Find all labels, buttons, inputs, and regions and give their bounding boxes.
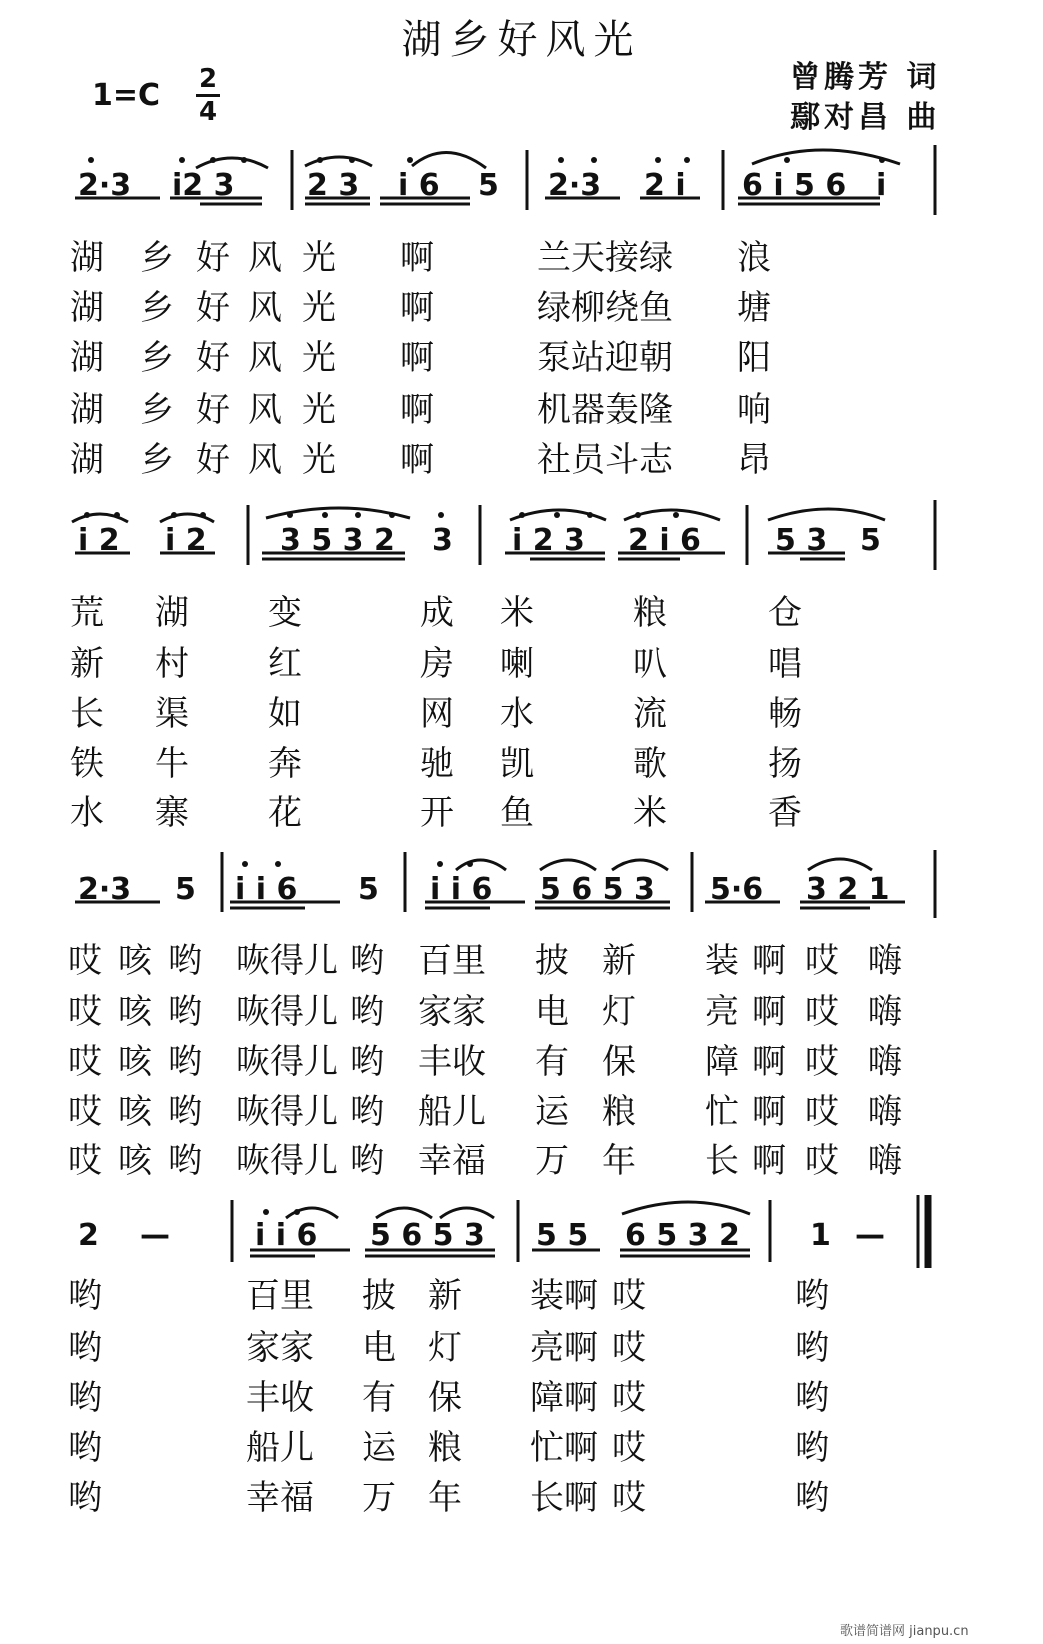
lyric-syllable: 有: [362, 1378, 396, 1418]
lyric-syllable: 驰: [420, 744, 454, 784]
note-group: 5: [478, 168, 499, 203]
note-group: i 2: [78, 523, 120, 558]
lyric-syllable: 亮: [705, 992, 739, 1032]
lyric-syllable: 湖: [70, 288, 104, 328]
lyric-syllable: 哎: [805, 992, 839, 1032]
note-group: 2 i 6: [628, 523, 701, 558]
lyric-syllable: 湖: [155, 593, 189, 633]
note-group: 2 i: [644, 168, 686, 203]
lyric-syllable: 装啊: [530, 1276, 598, 1316]
note-group: i 2: [165, 523, 207, 558]
lyric-syllable: 哎: [612, 1328, 646, 1368]
lyric-syllable: 开: [420, 793, 454, 833]
lyric-syllable: 哟: [350, 992, 384, 1032]
lyric-syllable: 运: [535, 1092, 569, 1132]
lyric-syllable: 忙: [705, 1092, 739, 1132]
lyric-syllable: 咳: [118, 1092, 152, 1132]
lyric-syllable: 船儿: [418, 1092, 486, 1132]
lyric-syllable: 哟: [350, 941, 384, 981]
lyric-syllable: 光: [302, 390, 336, 430]
note-group: 1: [810, 1218, 831, 1253]
lyric-syllable: 成: [420, 593, 454, 633]
lyric-syllable: 哟: [68, 1276, 102, 1316]
lyric-syllable: 啊: [752, 1092, 786, 1132]
lyric-syllable: 长啊: [530, 1478, 598, 1518]
lyric-syllable: 如: [268, 694, 302, 734]
lyric-syllable: 咳: [118, 1042, 152, 1082]
lyric-syllable: 年: [428, 1478, 462, 1518]
lyric-syllable: 新: [428, 1276, 462, 1316]
lyric-syllable: 阳: [737, 338, 771, 378]
lyric-syllable: 昂: [737, 440, 771, 480]
lyric-syllable: 哎: [612, 1276, 646, 1316]
lyric-syllable: 光: [302, 338, 336, 378]
lyric-syllable: 机器轰隆: [537, 390, 673, 430]
lyric-syllable: 咴得儿: [236, 992, 338, 1032]
lyric-syllable: 风: [248, 390, 282, 430]
lyric-syllable: 牛: [155, 744, 189, 784]
lyric-syllable: 湖: [70, 338, 104, 378]
lyric-syllable: 障啊: [530, 1378, 598, 1418]
note-group: i i 6: [255, 1218, 318, 1253]
lyric-syllable: 流: [633, 694, 667, 734]
lyric-syllable: 喇: [500, 644, 534, 684]
lyric-syllable: 哟: [795, 1378, 829, 1418]
lyric-syllable: 灯: [602, 992, 636, 1032]
note-group: 3: [432, 523, 453, 558]
lyric-syllable: 披: [535, 941, 569, 981]
lyric-syllable: 哟: [168, 1141, 202, 1181]
note-group: i i 6: [235, 872, 298, 907]
lyric-syllable: 嗨: [868, 1042, 902, 1082]
lyric-syllable: 哎: [68, 992, 102, 1032]
note-group: 5: [358, 872, 379, 907]
note-group: 5 5: [536, 1218, 589, 1253]
lyric-syllable: 浪: [737, 238, 771, 278]
lyric-syllable: 啊: [400, 288, 434, 328]
lyric-syllable: 年: [602, 1141, 636, 1181]
lyric-syllable: 嗨: [868, 1092, 902, 1132]
lyric-syllable: 寨: [155, 793, 189, 833]
lyric-syllable: 绿柳绕鱼: [537, 288, 673, 328]
lyric-syllable: 啊: [400, 338, 434, 378]
lyric-syllable: 铁: [70, 744, 104, 784]
page-title: 湖乡好风光: [401, 17, 642, 63]
lyric-syllable: 哎: [612, 1428, 646, 1468]
lyric-syllable: 香: [768, 793, 802, 833]
lyric-syllable: 哎: [612, 1478, 646, 1518]
lyric-syllable: 幸福: [246, 1478, 314, 1518]
composer-credit: 鄢对昌 曲: [790, 100, 941, 135]
lyric-syllable: 嗨: [868, 941, 902, 981]
note-group: 5 3: [775, 523, 828, 558]
note-group: 5: [175, 872, 196, 907]
lyric-syllable: 水: [500, 694, 534, 734]
lyric-syllable: 米: [500, 593, 534, 633]
lyric-syllable: 家家: [418, 992, 486, 1032]
lyric-syllable: 啊: [752, 1141, 786, 1181]
note-group: 2: [78, 1218, 99, 1253]
lyric-syllable: 披: [362, 1276, 396, 1316]
lyric-syllable: 水: [70, 793, 104, 833]
lyric-syllable: 船儿: [246, 1428, 314, 1468]
lyric-syllable: 长: [705, 1141, 739, 1181]
lyric-syllable: 哟: [795, 1428, 829, 1468]
lyric-syllable: 塘: [737, 288, 771, 328]
lyric-syllable: 村: [155, 644, 189, 684]
lyric-syllable: 哎: [805, 941, 839, 981]
lyric-syllable: 咴得儿: [236, 1042, 338, 1082]
lyric-syllable: 粮: [602, 1092, 636, 1132]
note-group: 5 6 5 3: [370, 1218, 485, 1253]
lyric-syllable: 粮: [428, 1428, 462, 1468]
lyric-syllable: 咳: [118, 992, 152, 1032]
note-group: —: [140, 1218, 170, 1253]
lyric-syllable: 房: [420, 644, 454, 684]
lyric-syllable: 哟: [68, 1328, 102, 1368]
lyric-syllable: 泵站迎朝: [537, 338, 673, 378]
lyric-syllable: 哟: [168, 992, 202, 1032]
lyric-syllable: 亮啊: [530, 1328, 598, 1368]
watermark: 歌谱简谱网 jianpu.cn: [840, 1624, 969, 1639]
lyric-syllable: 鱼: [500, 793, 534, 833]
lyric-syllable: 乡: [140, 440, 174, 480]
lyric-syllable: 哟: [795, 1478, 829, 1518]
lyric-syllable: 啊: [400, 238, 434, 278]
lyric-syllable: 哟: [350, 1042, 384, 1082]
lyric-syllable: 好: [196, 238, 230, 278]
lyric-syllable: 风: [248, 238, 282, 278]
lyric-syllable: 乡: [140, 338, 174, 378]
lyric-syllable: 新: [70, 644, 104, 684]
lyric-syllable: 社员斗志: [537, 440, 673, 480]
lyric-syllable: 电: [535, 992, 569, 1032]
key-signature: 1=C: [92, 78, 161, 113]
lyric-syllable: 有: [535, 1042, 569, 1082]
lyric-syllable: 哎: [68, 1141, 102, 1181]
note-group: 5 6 5 3: [540, 872, 655, 907]
lyric-syllable: 变: [268, 593, 302, 633]
lyric-syllable: 保: [428, 1378, 462, 1418]
lyric-syllable: 扬: [768, 744, 802, 784]
time-signature-top: 2: [198, 64, 218, 94]
lyric-syllable: 好: [196, 288, 230, 328]
lyric-syllable: 风: [248, 440, 282, 480]
lyric-syllable: 咴得儿: [236, 1141, 338, 1181]
lyric-syllable: 啊: [400, 440, 434, 480]
lyric-syllable: 哟: [168, 1042, 202, 1082]
lyric-syllable: 百里: [246, 1276, 314, 1316]
lyric-syllable: 光: [302, 238, 336, 278]
lyric-syllable: 凯: [500, 744, 534, 784]
note-group: 2 3: [307, 168, 360, 203]
lyricist-credit: 曾腾芳 词: [790, 60, 941, 95]
lyric-syllable: 响: [737, 390, 771, 430]
lyric-syllable: 乡: [140, 238, 174, 278]
time-signature-bottom: 4: [198, 97, 218, 127]
lyric-syllable: 叭: [633, 644, 667, 684]
lyric-syllable: 渠: [155, 694, 189, 734]
lyric-syllable: 好: [196, 440, 230, 480]
lyric-syllable: 运: [362, 1428, 396, 1468]
lyric-syllable: 乡: [140, 288, 174, 328]
note-group: 6 5 3 2: [625, 1218, 740, 1253]
note-group: i2 3: [172, 168, 235, 203]
lyric-syllable: 乡: [140, 390, 174, 430]
lyric-syllable: 哟: [168, 941, 202, 981]
lyric-syllable: 哟: [350, 1141, 384, 1181]
lyric-syllable: 丰收: [246, 1378, 314, 1418]
lyric-syllable: 哟: [168, 1092, 202, 1132]
lyric-syllable: 湖: [70, 440, 104, 480]
lyric-syllable: 长: [70, 694, 104, 734]
lyric-syllable: 咳: [118, 941, 152, 981]
lyric-syllable: 灯: [428, 1328, 462, 1368]
lyric-syllable: 啊: [752, 992, 786, 1032]
lyric-syllable: 光: [302, 440, 336, 480]
lyric-syllable: 啊: [752, 941, 786, 981]
note-group: i i 6: [430, 872, 493, 907]
lyric-syllable: 湖: [70, 390, 104, 430]
note-group: 2·3: [78, 872, 132, 907]
lyric-syllable: 粮: [633, 593, 667, 633]
lyric-syllable: 哟: [68, 1378, 102, 1418]
note-group: 2·3: [78, 168, 132, 203]
lyric-syllable: 奔: [268, 744, 302, 784]
lyric-syllable: 万: [535, 1141, 569, 1181]
lyric-syllable: 障: [705, 1042, 739, 1082]
lyric-syllable: 哎: [805, 1092, 839, 1132]
lyric-syllable: 畅: [768, 694, 802, 734]
lyric-syllable: 歌: [633, 744, 667, 784]
lyric-syllable: 装: [705, 941, 739, 981]
lyric-syllable: 光: [302, 288, 336, 328]
lyric-syllable: 红: [268, 644, 302, 684]
lyric-syllable: 哟: [795, 1276, 829, 1316]
lyric-syllable: 哟: [68, 1428, 102, 1468]
lyric-syllable: 万: [362, 1478, 396, 1518]
lyric-syllable: 唱: [768, 644, 802, 684]
lyric-syllable: 咴得儿: [236, 941, 338, 981]
lyric-syllable: 新: [602, 941, 636, 981]
lyric-syllable: 湖: [70, 238, 104, 278]
note-group: 5: [860, 523, 881, 558]
lyric-syllable: 电: [362, 1328, 396, 1368]
note-group: 6 i 5 6: [742, 168, 847, 203]
lyric-syllable: 哎: [68, 1092, 102, 1132]
lyric-syllable: 哎: [805, 1141, 839, 1181]
lyric-syllable: 咳: [118, 1141, 152, 1181]
lyric-syllable: 哟: [795, 1328, 829, 1368]
note-group: 2·3: [548, 168, 602, 203]
lyric-syllable: 哎: [68, 941, 102, 981]
note-group: i 6: [398, 168, 440, 203]
note-group: i 2 3: [512, 523, 585, 558]
lyric-syllable: 花: [268, 793, 302, 833]
lyric-syllable: 嗨: [868, 1141, 902, 1181]
note-group: 3 5 3 2: [280, 523, 395, 558]
lyric-syllable: 家家: [246, 1328, 314, 1368]
lyric-syllable: 网: [420, 694, 454, 734]
lyric-syllable: 荒: [70, 593, 104, 633]
lyric-syllable: 好: [196, 390, 230, 430]
lyric-syllable: 风: [248, 338, 282, 378]
lyric-syllable: 百里: [418, 941, 486, 981]
lyric-syllable: 嗨: [868, 992, 902, 1032]
lyric-syllable: 风: [248, 288, 282, 328]
lyric-syllable: 咴得儿: [236, 1092, 338, 1132]
note-group: i: [876, 168, 887, 203]
lyric-syllable: 啊: [400, 390, 434, 430]
lyric-syllable: 丰收: [418, 1042, 486, 1082]
note-group: 5·6: [710, 872, 764, 907]
note-group: —: [855, 1218, 885, 1253]
lyric-syllable: 哎: [612, 1378, 646, 1418]
lyric-syllable: 保: [602, 1042, 636, 1082]
lyric-syllable: 仓: [768, 593, 802, 633]
lyric-syllable: 哟: [68, 1478, 102, 1518]
note-group: 3 2 1: [806, 872, 890, 907]
lyric-syllable: 啊: [752, 1042, 786, 1082]
lyric-syllable: 哟: [350, 1092, 384, 1132]
lyric-syllable: 好: [196, 338, 230, 378]
lyric-syllable: 忙啊: [530, 1428, 598, 1468]
lyric-syllable: 兰天接绿: [537, 238, 673, 278]
lyric-syllable: 哎: [805, 1042, 839, 1082]
lyric-syllable: 米: [633, 793, 667, 833]
lyric-syllable: 哎: [68, 1042, 102, 1082]
lyric-syllable: 幸福: [418, 1141, 486, 1181]
